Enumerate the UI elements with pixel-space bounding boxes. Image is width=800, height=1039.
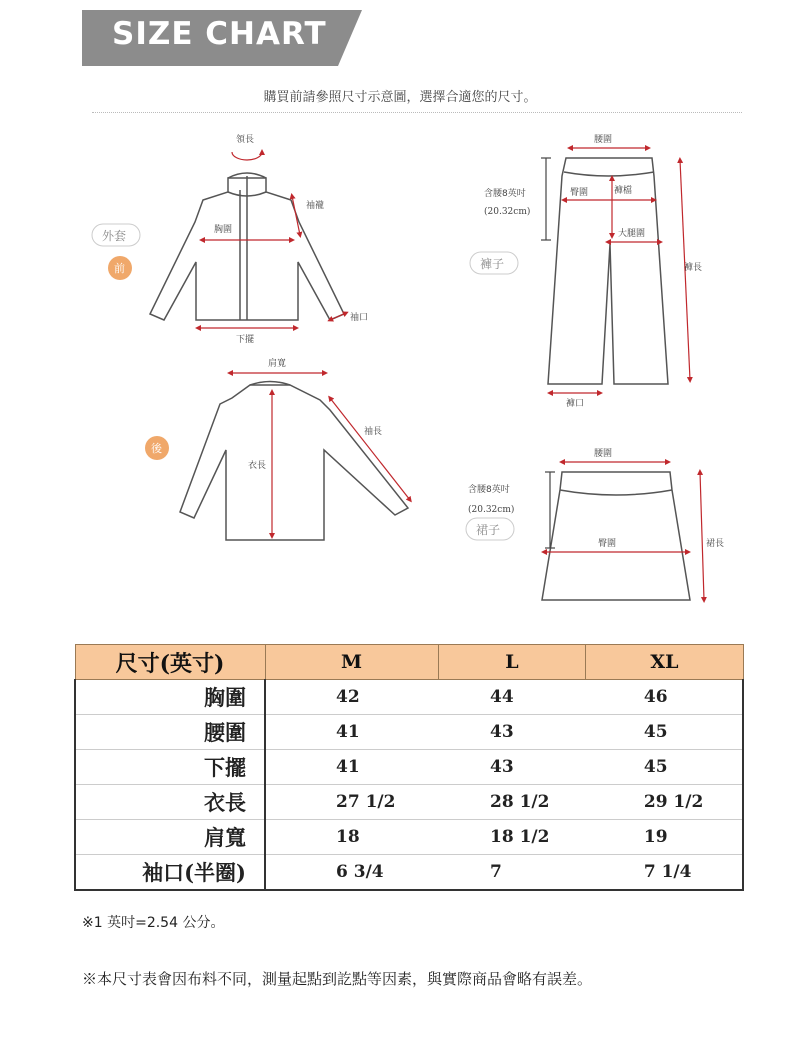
cell-m: 41 <box>265 750 438 785</box>
row-label: 胸圍 <box>75 680 265 715</box>
size-table <box>74 644 744 891</box>
label-skirt-incl-waist-cm: (20.32cm) <box>468 505 515 515</box>
label-skirt-length: 裙長 <box>706 539 725 549</box>
cell-m: 42 <box>265 680 438 715</box>
back-circle-label: 後 <box>151 442 162 455</box>
cell-l: 18 1/2 <box>438 820 586 855</box>
label-skirt-hip: 臀圍 <box>598 539 617 549</box>
table-row <box>75 715 743 750</box>
label-waist: 腰圍 <box>594 135 613 145</box>
skirt-tag-label: 裙子 <box>476 523 501 537</box>
label-crotch: 褲檔 <box>614 186 633 196</box>
note-conversion: ※1 英吋=2.54 公分。 <box>82 915 225 931</box>
cell-l: 7 <box>438 855 586 891</box>
cell-xl: 19 <box>586 820 743 855</box>
label-body-length: 衣長 <box>248 461 267 471</box>
label-thigh: 大腿圍 <box>618 229 646 239</box>
label-pants-length: 褲長 <box>684 263 703 273</box>
cell-xl: 45 <box>586 715 743 750</box>
intro-text: 購買前請參照尺寸示意圖，選擇合適您的尺寸。 <box>263 90 537 105</box>
table-row <box>75 680 743 715</box>
cell-l: 28 1/2 <box>438 785 586 820</box>
cell-l: 43 <box>438 750 586 785</box>
jacket-back-illustration <box>180 382 408 541</box>
cell-l: 43 <box>438 715 586 750</box>
skirt-measures <box>544 462 704 600</box>
label-collar: 領長 <box>236 135 255 145</box>
label-sleeve-length: 袖長 <box>364 427 383 437</box>
cell-m: 6 3/4 <box>265 855 438 891</box>
header-xl: XL <box>586 645 743 680</box>
jacket-tag-label: 外套 <box>102 229 127 243</box>
cell-l: 44 <box>438 680 586 715</box>
skirt-illustration <box>542 472 690 600</box>
row-label: 腰圍 <box>75 715 265 750</box>
cell-m: 27 1/2 <box>265 785 438 820</box>
jacket-front-illustration <box>150 173 344 320</box>
label-hip: 臀圍 <box>570 188 589 198</box>
pants-measures <box>550 148 690 393</box>
table-row <box>75 855 743 891</box>
row-label: 下擺 <box>75 750 265 785</box>
jacket-back-measures <box>230 373 410 536</box>
label-skirt-waist: 腰圍 <box>594 449 613 459</box>
row-label: 衣長 <box>75 785 265 820</box>
label-cuff: 袖口 <box>350 313 369 323</box>
banner-title: SIZE CHART <box>112 16 327 52</box>
table-header-row <box>75 645 743 680</box>
jacket-front-measures <box>198 152 346 328</box>
table-row <box>75 750 743 785</box>
cell-m: 18 <box>265 820 438 855</box>
label-shoulder: 肩寬 <box>268 359 287 369</box>
cell-xl: 7 1/4 <box>586 855 743 891</box>
label-hem: 下擺 <box>236 335 255 345</box>
row-label: 袖口(半圈) <box>75 855 265 891</box>
table-row <box>75 820 743 855</box>
table-row <box>75 785 743 820</box>
cell-m: 41 <box>265 715 438 750</box>
label-sleeve-width: 袖襱 <box>306 201 325 211</box>
label-chest: 胸圍 <box>214 225 233 235</box>
header-l: L <box>438 645 586 680</box>
note-disclaimer: ※本尺寸表會因布料不同，測量起點到訖點等因素，與實際商品會略有誤差。 <box>82 970 593 988</box>
label-incl-waist-cm: (20.32cm) <box>484 207 531 217</box>
label-incl-waist: 含腰8英吋 <box>484 189 526 199</box>
cell-xl: 29 1/2 <box>586 785 743 820</box>
label-leg-opening: 褲口 <box>566 399 585 409</box>
pants-illustration <box>548 158 668 384</box>
front-circle-label: 前 <box>114 262 125 275</box>
cell-xl: 46 <box>586 680 743 715</box>
cell-xl: 45 <box>586 750 743 785</box>
label-skirt-incl-waist: 含腰8英吋 <box>468 485 510 495</box>
pants-tag-label: 褲子 <box>480 257 505 271</box>
row-label: 肩寬 <box>75 820 265 855</box>
header-size: 尺寸(英寸) <box>75 645 265 680</box>
header-m: M <box>265 645 438 680</box>
